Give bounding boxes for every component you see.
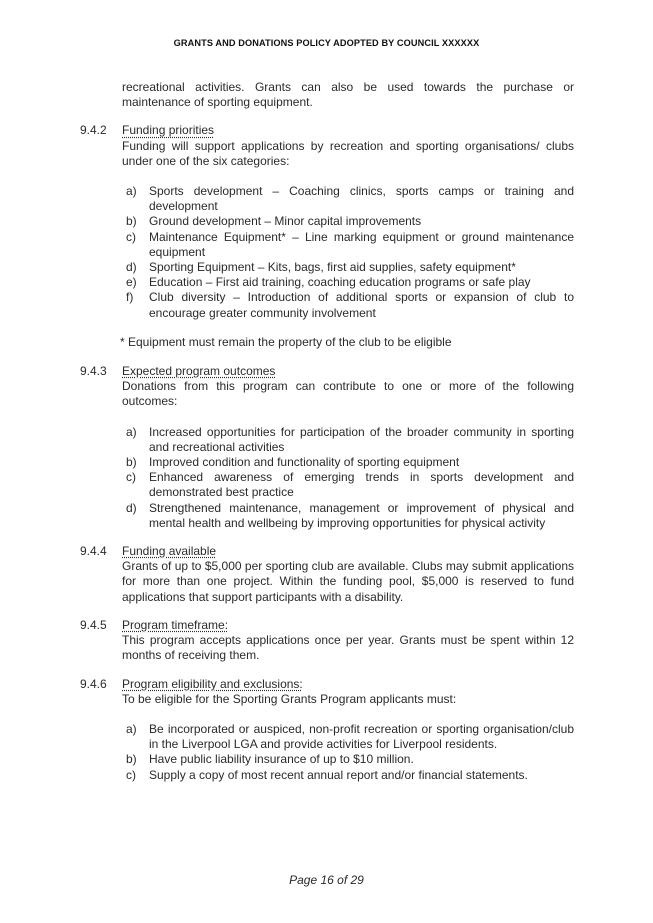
list-item-text: Sports development – Coaching clinics, sports camps or training and development: [149, 184, 574, 214]
list-item-text: Sporting Equipment – Kits, bags, first aid supplies, safety equipment*: [149, 260, 516, 275]
list-item-label: f): [126, 290, 134, 305]
list-item-label: d): [126, 500, 137, 515]
outcomes-list: [122, 425, 574, 531]
list-item: [122, 290, 574, 320]
list-item-label: a): [126, 184, 137, 199]
list-item: [122, 184, 574, 214]
list-item-text: Be incorporated or auspiced, non-profit recreation or sporting organisation/club in the Liverpool LGA and provide activities for Liverpool residents.: [149, 721, 574, 752]
list-item-text: Ground development – Minor capital improvements: [149, 214, 422, 229]
list-item: [122, 275, 574, 290]
list-item: [122, 501, 574, 531]
list-item-text: Improved condition and functionality of sporting equipment: [149, 455, 460, 470]
list-item: [122, 470, 574, 500]
page-header: GRANTS AND DONATIONS POLICY ADOPTED BY COUNCIL XXXXXX: [173, 38, 480, 48]
section-number: 9.4.2: [80, 123, 107, 138]
list-item-label: b): [126, 214, 137, 229]
list-item: [122, 722, 574, 752]
list-item-text: Strengthened maintenance, management or improvement of physical and mental health and wellbeing by improving opportunities for physical activity: [149, 500, 574, 530]
section-funding-priorities: [80, 123, 574, 350]
eligibility-list: [122, 722, 574, 783]
section-body: Grants of up to $5,000 per sporting club are available. Clubs may submit applications for more than one project. Within the funding pool, $5,000 is reserved to fund applications that support participants with a disability.: [122, 559, 574, 604]
list-item-label: c): [126, 767, 136, 782]
priority-list: [122, 184, 574, 321]
list-item: [122, 214, 574, 229]
intro-paragraph: recreational activities. Grants can also be used towards the purchase or maintenance of sporting equipment.: [122, 80, 574, 110]
section-eligibility: [80, 677, 574, 783]
section-title: Expected program outcomes: [122, 364, 276, 379]
page-number: Page 16 of 29: [289, 873, 364, 887]
list-item-label: b): [126, 752, 137, 767]
list-item-text: Education – First aid training, coaching education programs or safe play: [149, 275, 531, 290]
list-item: [122, 752, 574, 767]
list-item-text: Increased opportunities for participation of the broader community in sporting and recreational activities: [149, 424, 574, 454]
list-item-text: Club diversity – Introduction of additional sports or expansion of club to encourage greater community involvement: [149, 290, 574, 320]
list-item-label: d): [126, 260, 137, 275]
list-item-text: Maintenance Equipment* – Line marking equipment or ground maintenance equipment: [149, 229, 574, 259]
section-expected-outcomes: [80, 364, 574, 531]
equipment-note: * Equipment must remain the property of the club to be eligible: [120, 334, 452, 349]
section-funding-available: [80, 544, 574, 605]
list-item: [122, 260, 574, 275]
list-item: [122, 425, 574, 455]
section-body: To be eligible for the Sporting Grants Program applicants must:: [122, 691, 457, 706]
list-item-label: c): [126, 229, 136, 244]
list-item-text: Have public liability insurance of up to $10 million.: [149, 752, 414, 767]
list-item: [122, 768, 574, 783]
section-number: 9.4.4: [80, 544, 107, 559]
list-item-label: c): [126, 470, 136, 485]
list-item-label: a): [126, 721, 137, 736]
list-item: [122, 230, 574, 260]
section-title: Funding available: [122, 544, 217, 559]
list-item-label: a): [126, 424, 137, 439]
section-title: Funding priorities: [122, 123, 215, 138]
section-title: Program timeframe:: [122, 617, 229, 632]
section-body: Donations from this program can contribute to one or more of the following outcomes:: [122, 379, 574, 409]
section-number: 9.4.5: [80, 617, 107, 632]
section-title: Program eligibility and exclusions:: [122, 676, 303, 691]
list-item-text: Enhanced awareness of emerging trends in sports development and demonstrated best practice: [149, 470, 574, 500]
list-item-label: b): [126, 455, 137, 470]
list-item-label: e): [126, 275, 137, 290]
section-body: Funding will support applications by recreation and sporting organisations/ clubs under one of the six categories:: [122, 138, 574, 168]
section-number: 9.4.3: [80, 364, 107, 379]
page-content: [80, 80, 574, 783]
section-number: 9.4.6: [80, 676, 107, 691]
list-item: [122, 455, 574, 470]
section-body: This program accepts applications once per year. Grants must be spent within 12 months of receiving them.: [122, 633, 574, 663]
list-item-text: Supply a copy of most recent annual report and/or financial statements.: [149, 767, 528, 782]
section-program-timeframe: [80, 618, 574, 664]
